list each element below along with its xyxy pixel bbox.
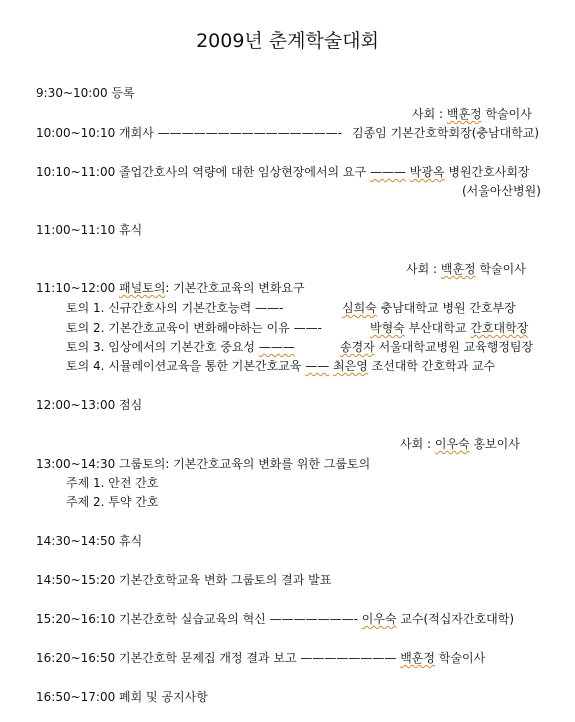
- session-group: [36, 457, 370, 471]
- session-opening: [36, 126, 342, 140]
- dash-line: ——: [305, 359, 330, 373]
- line-text: 14:30~14:50 휴식: [36, 534, 143, 548]
- line-text: 16:50~17:00 폐회 및 공지사항: [36, 690, 208, 704]
- panel-item-2: [66, 321, 322, 335]
- panel-item-1: [66, 301, 283, 315]
- panel-topic: 토의 2. 기본간호교육이 변화해야하는 이유 ——-: [66, 321, 322, 335]
- speaker-name: 박형숙: [370, 321, 405, 335]
- session-innovation: [36, 612, 514, 626]
- line-text: 주제 1. 안전 간호: [66, 476, 159, 490]
- line-text: 9:30~10:00 등록: [36, 86, 135, 100]
- speaker-name: 최은영: [333, 359, 368, 373]
- session-break-2: [36, 534, 142, 548]
- line-text: 11:00~11:10 휴식: [36, 223, 143, 237]
- line-text: 16:20~16:50 기본간호학 문제집 개정 결과 보고 ————————: [36, 651, 401, 665]
- moderator-role: 홍보이사: [469, 437, 520, 451]
- moderator-label: 사회 :: [400, 437, 435, 451]
- speaker-role: 교수(적십자간호대학): [396, 612, 515, 626]
- speaker-role: 병원간호사회장: [444, 165, 530, 179]
- speaker-name: 박광옥: [409, 165, 445, 179]
- moderator-line-3: [400, 437, 520, 451]
- line-text: 14:50~15:20 기본간호학교육 변화 그룹토의 결과 발표: [36, 573, 332, 587]
- speaker-name: 백훈정: [400, 651, 435, 665]
- panel-topic: 토의 3. 임상에서의 기본간호 중요성: [66, 340, 259, 354]
- speaker-role: 충남대학교 병원 간호부장: [376, 301, 516, 315]
- line-text: 11:10~12:00: [36, 281, 120, 295]
- speaker-role: 조선대학 간호학과 교수: [367, 359, 496, 373]
- session-registration: [36, 86, 135, 100]
- moderator-name: 이우숙: [434, 437, 470, 451]
- session-keynote-affiliation: [462, 184, 541, 198]
- page-title: 2009년 춘계학술대회: [196, 30, 379, 52]
- group-topic-1: [66, 476, 158, 490]
- speaker-name: 심희숙: [342, 301, 377, 315]
- speaker-role: 서울대학교병원 교육행정팀장: [374, 340, 534, 354]
- session-break-1: [36, 223, 142, 237]
- session-panel: [36, 281, 305, 295]
- session-report: [36, 651, 485, 665]
- moderator-role: 학술이사: [481, 107, 532, 121]
- line-text: 10:10~11:00 졸업간호사의 역량에 대한 임상현장에서의 요구: [36, 165, 370, 179]
- session-closing: [36, 690, 208, 704]
- panel-topic: 토의 1. 신규간호사의 기본간호능력 ——-: [66, 301, 284, 315]
- panel-item-2-speaker: [370, 321, 528, 335]
- dash-line: ———: [258, 340, 295, 354]
- line-text: 12:00~13:00 점심: [36, 398, 143, 412]
- panel-topic: : 기본간호교육의 변화요구: [165, 281, 305, 295]
- group-topic-2: [66, 495, 158, 509]
- moderator-role: 학술이사: [475, 262, 526, 276]
- moderator-line-2: [406, 262, 526, 276]
- line-text: 15:20~16:10 기본간호학 실습교육의 혁신 ———————-: [36, 612, 362, 626]
- speaker-name: 이우숙: [361, 612, 397, 626]
- line-text: 10:00~10:10 개회사 ———————————————-: [36, 126, 342, 140]
- panel-item-3: [66, 340, 295, 354]
- speaker-role: 학술이사: [435, 651, 486, 665]
- panel-topic: 토의 4. 시뮬레이션교육을 통한 기본간호교육: [66, 359, 306, 373]
- moderator-line-1: [412, 107, 532, 121]
- moderator-label: 사회 :: [406, 262, 441, 276]
- moderator-label: 사회 :: [412, 107, 447, 121]
- panel-item-4: [66, 359, 495, 373]
- panel-label: 패널토의: [119, 281, 166, 295]
- speaker-role-2: 간호대학장: [470, 321, 529, 335]
- dash-line: ———: [369, 165, 406, 179]
- session-opening-speaker: [352, 126, 539, 140]
- line-text: 13:00~14:30 그룹토의: 기본간호교육의 변화를 위한 그룹토의: [36, 457, 371, 471]
- line-text: 주제 2. 투약 간호: [66, 495, 159, 509]
- speaker-role: 부산대학교: [404, 321, 471, 335]
- affiliation-text: (서울아산병원): [462, 184, 541, 198]
- panel-item-1-speaker: [342, 301, 516, 315]
- speaker-name: 송경자: [340, 340, 375, 354]
- session-keynote: [36, 165, 530, 179]
- session-lunch: [36, 398, 142, 412]
- moderator-name: 백훈정: [440, 262, 476, 276]
- moderator-name: 백훈정: [446, 107, 482, 121]
- panel-item-3-speaker: [340, 340, 533, 354]
- speaker-text: 김종임 기본간호학회장(충남대학교): [352, 126, 540, 140]
- session-results: [36, 573, 331, 587]
